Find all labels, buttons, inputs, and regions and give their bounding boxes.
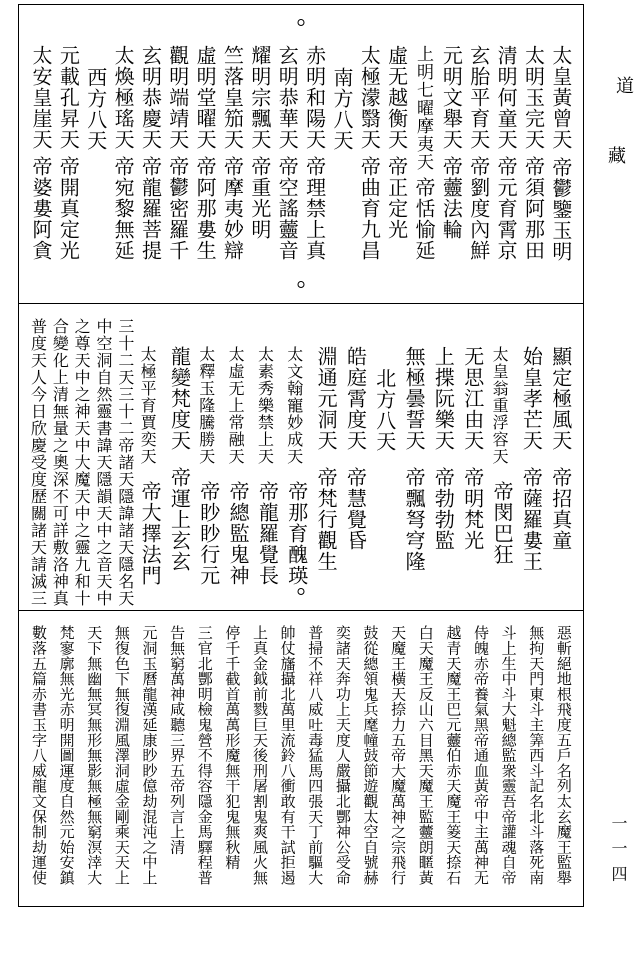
heaven-name: 太明玉完天 (521, 45, 546, 150)
prose-line: 無復色下無復淵風澤洞虛金剛乘天天上 (112, 625, 131, 886)
column-group (29, 45, 573, 262)
text-column (29, 318, 46, 607)
heaven-name: 太皇黃曾天 (548, 45, 573, 150)
prose-line: 白天魔王反山六目黑天魔王監䖅朗䁥黃 (416, 625, 435, 886)
heaven-name: 玄明恭慶天 (138, 45, 163, 150)
text-column (521, 45, 545, 262)
text-column (519, 318, 543, 607)
heaven-name: 元載孔昇天 (56, 45, 81, 150)
text-column (84, 45, 108, 262)
heaven-name: 太皇翁重浮容天 (490, 346, 510, 465)
direction-heading: 北方八天 (372, 368, 397, 452)
heaven-name: 太極濛翳天 (357, 45, 382, 150)
heaven-name: 虛无越衡天 (384, 45, 409, 150)
heaven-name: 太釋玉隆騰勝天 (196, 346, 216, 465)
text-panel-middle (18, 304, 584, 611)
text-column (221, 45, 245, 262)
text-column (303, 45, 327, 262)
text-column (490, 318, 514, 607)
prose-line: 侍魄赤帝養氣黑帝通血黃帝中主萬神无 (472, 625, 490, 886)
text-column (402, 318, 426, 607)
heaven-name: 淵通元洞天 (314, 346, 339, 451)
prose-line: 越青天魔王巴元䖅伯赤天魔王䈊天捺石 (444, 625, 463, 886)
emperor-name: 帝正定光 (384, 156, 409, 240)
text-column (467, 45, 491, 262)
text-column (343, 318, 367, 607)
prose-line: 梵寥廓無光赤明開圖運度自然元始安鎮 (57, 625, 76, 886)
emperor-name: 帝須阿那田 (521, 156, 546, 261)
text-column (330, 45, 354, 262)
heaven-name: 元明文舉天 (439, 45, 464, 150)
text-column (255, 318, 279, 607)
prose-line: 惡斬絕地根飛度五戶名列太玄魔王監舉 (554, 625, 573, 886)
text-column (197, 318, 221, 607)
heaven-name: 皓庭霄度天 (343, 346, 368, 451)
text-column (494, 45, 518, 262)
emperor-name: 帝勃勃監 (431, 467, 456, 551)
heaven-name: 虛明堂曜天 (193, 45, 218, 150)
emperor-name: 帝䖅法輪 (439, 156, 464, 240)
text-column (439, 45, 463, 262)
emperor-name: 帝招真童 (548, 467, 573, 551)
prose-line: 無拘天門東斗主筭西斗記名北斗落死南 (527, 625, 546, 886)
heaven-name: 太虛无上常融天 (226, 346, 246, 465)
heaven-name: 觀明端靖天 (165, 45, 190, 150)
direction-heading: 西方八天 (83, 67, 108, 151)
page-number: 一 一 四 (609, 815, 628, 884)
text-column (94, 318, 111, 607)
text-column (285, 318, 309, 607)
emperor-name: 帝慧覺昏 (343, 467, 368, 551)
heaven-name: 耀明宗飄天 (247, 45, 272, 150)
text-column (385, 45, 409, 262)
prose-line: 中空洞自然靈書諱天隱韻天中之音天中 (93, 318, 113, 607)
text-column (167, 318, 191, 607)
heaven-name: 太安皇崖天 (29, 45, 53, 150)
text-column (357, 45, 381, 262)
emperor-name: 帝大擇法門 (138, 481, 163, 586)
heaven-name: 太素秀樂禁上天 (255, 346, 275, 465)
emperor-name: 帝鬱鑒玉明 (548, 157, 573, 262)
prose-line: 天魔王橫天捺力五帝大魔萬神之宗飛行 (389, 625, 408, 886)
prose-line: 停千千截首萬萬形魔無干犯鬼無秋精 (223, 625, 242, 870)
heaven-name: 龍變梵度天 (167, 346, 192, 451)
emperor-name: 帝鬱密羅千 (165, 156, 190, 261)
text-column (73, 318, 90, 607)
heaven-name: 始皇孝芒天 (519, 346, 544, 451)
emperor-name: 帝恬愉延 (412, 177, 437, 261)
emperor-name: 帝飄弩穹隆 (402, 467, 427, 572)
prose-line: 鼓從總領鬼兵麾幢鼓節遊觀太空自號赫 (361, 625, 380, 886)
emperor-name: 帝眇眇行元 (196, 481, 221, 586)
prose-line: 之尊天中之神天中大魔天中之靈九和十 (72, 318, 92, 607)
emperor-name: 帝薩羅婁王 (519, 467, 544, 572)
prose-line: 合變化上清無量之奧深不可詳敷洛神真 (50, 318, 70, 607)
column-group (29, 318, 573, 607)
heaven-name: 無極曇誓天 (402, 346, 427, 451)
text-column (56, 45, 80, 262)
text-column (116, 318, 133, 607)
text-column (193, 45, 217, 262)
emperor-name: 帝龍羅覺長 (255, 481, 280, 586)
emperor-name: 帝宛黎無延 (111, 156, 136, 261)
prose-line: 普掃不祥八威吐毒猛馬四張天丁前驅大 (306, 625, 325, 886)
text-column (51, 318, 68, 607)
emperor-name: 帝元育霄京 (494, 156, 519, 261)
emperor-name: 帝劉度內鮮 (466, 156, 491, 261)
book-title-char: 道 (613, 76, 634, 94)
heaven-name: 上揲阮樂天 (431, 346, 456, 451)
heaven-name: 顯定極風天 (548, 346, 573, 451)
text-column (549, 318, 573, 607)
emperor-name: 帝摩夷妙辯 (220, 156, 245, 261)
emperor-name: 帝阿那婁生 (193, 156, 218, 261)
emperor-name: 帝理禁上真 (302, 156, 327, 261)
circle-marker-icon (298, 19, 305, 26)
text-column (549, 45, 573, 262)
book-title-char: 藏 (605, 146, 626, 164)
text-panel-lower (18, 611, 584, 907)
text-column (412, 45, 436, 262)
column-group (29, 625, 573, 885)
heaven-name: 太煥極瑤天 (111, 45, 136, 150)
emperor-name: 帝龍羅菩提 (138, 156, 163, 261)
prose-line: 告無窮萬神咸聽三界五帝列言上清 (168, 625, 187, 855)
emperor-name: 帝閔巴狂 (490, 481, 515, 565)
prose-line: 元洞玉曆龍漢延康眇眇億劫混沌之中上 (140, 625, 159, 886)
emperor-name: 帝開真定光 (56, 156, 81, 261)
text-column (138, 45, 162, 262)
heaven-name: 赤明和陽天 (302, 45, 327, 150)
circle-marker-icon (298, 281, 305, 288)
text-column (166, 45, 190, 262)
emperor-name: 帝重光明 (247, 156, 272, 240)
text-panel-upper (18, 4, 584, 304)
text-column (461, 318, 485, 607)
heaven-name: 玄明恭華天 (275, 45, 300, 150)
heaven-name: 清明何童天 (494, 45, 519, 150)
prose-line: 三十二天三十二帝諸天隱諱諸天隱名天 (115, 318, 135, 607)
text-column (138, 318, 162, 607)
emperor-name: 帝曲育九昌 (357, 156, 382, 261)
text-column (111, 45, 135, 262)
emperor-name: 帝婆婁阿貪 (29, 156, 53, 261)
prose-line: 數落五篇赤書玉字八威龍文保制劫運使 (30, 625, 48, 886)
text-column (431, 318, 455, 607)
prose-line: 斗上生中斗大魁總監衆靈吾帝讙魂自帝 (499, 625, 518, 886)
emperor-name: 帝運上玄玄 (167, 467, 192, 572)
emperor-name: 帝梵行觀生 (314, 467, 339, 572)
prose-line: 奕諸天奔功上天度人嚴攝北酆神公受命 (333, 625, 352, 886)
direction-heading: 南方八天 (329, 67, 354, 151)
prose-line: 帥仗旛攝北萬里流鈴八衝敢有干試拒遏 (278, 625, 297, 886)
emperor-name: 帝空謠䖅音 (275, 156, 300, 261)
heaven-name: 上明七曜摩夷天 (413, 45, 434, 171)
text-column (248, 45, 272, 262)
prose-line: 三官北酆明檢鬼營不得容隱金馬驛程普 (195, 625, 214, 886)
prose-line: 普度天人今日欣慶受度歷關諸天請滅三 (28, 318, 48, 607)
heaven-name: 玄胎平育天 (466, 45, 491, 150)
text-column (373, 318, 397, 607)
text-column (29, 45, 53, 262)
text-column (314, 318, 338, 607)
heaven-name: 无思江由天 (460, 346, 485, 451)
heaven-name: 太極平育賈奕天 (138, 346, 158, 465)
emperor-name: 帝總監鬼神 (226, 481, 251, 586)
heaven-name: 竺落皇笳天 (220, 45, 245, 150)
prose-line: 上真金鉞前戮巨天後刑屠割鬼爽風火無 (251, 625, 269, 886)
emperor-name: 帝那育醜瑛 (284, 481, 309, 586)
text-column (226, 318, 250, 607)
prose-line: 天下無幽無冥無形無影無極無窮溟涬大 (85, 625, 104, 886)
emperor-name: 帝明梵光 (460, 467, 485, 551)
text-column (275, 45, 299, 262)
heaven-name: 太文翰寵妙成天 (284, 346, 304, 465)
